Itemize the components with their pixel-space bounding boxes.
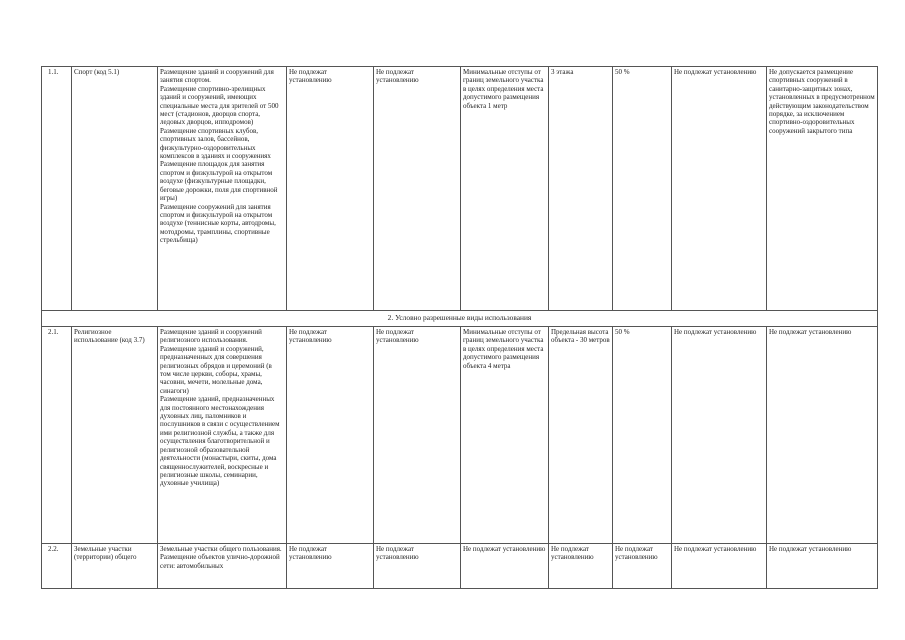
table-cell: Не подлежат установлению — [287, 67, 374, 311]
table-cell: Не подлежат установлению — [374, 67, 461, 311]
table-cell: Не допускается размещение спортивных сооружений в санитарно-защитных зонах, установленных в предусмотренном действующим законодательством порядке, за исключением спортивно-оздоровительных сооружений закрытого типа — [767, 67, 878, 311]
table-cell: Не подлежат установлению — [374, 327, 461, 544]
table-cell: Предельная высота объекта - 30 метров — [549, 327, 613, 544]
table-cell: Не подлежат установлению — [287, 327, 374, 544]
table-cell: Минимальные отступы от границ земельного участка в целях определения места допустимого размещения объекта 1 метр — [461, 67, 549, 311]
use-type-description: Размещение зданий и сооружений религиозного использования. Размещение зданий и сооружений, предназначенных для совершения религиозных обрядов и церемоний (в том числе церкви, соборы, храмы, часовни, мечети, молельные дома, синагоги) Размещение зданий, предназначенных для постоянного местонахождения духовных лиц, паломников и послушников в связи с осуществлением ими религиозной службы, а также для осуществления благотворительной и религиозной образовательной деятельности (монастыри, скиты, дома священнослужителей, воскресные и религиозные школы, семинарии, духовные училища) — [158, 327, 287, 544]
row-number: 2.2. — [42, 544, 72, 589]
use-type-name: Религиозное использование (код 3.7) — [72, 327, 158, 544]
section-heading-row — [42, 311, 878, 327]
table-cell: Не подлежат установлению — [767, 327, 878, 544]
table-cell: 50 % — [613, 327, 672, 544]
table-cell: Не подлежат установлению — [461, 544, 549, 589]
table-cell: Не подлежат установлению — [672, 327, 767, 544]
table-row — [42, 67, 878, 311]
table-cell: Не подлежат установлению — [767, 544, 878, 589]
table-cell: Минимальные отступы от границ земельного участка в целях определения места допустимого размещения объекта 4 метра — [461, 327, 549, 544]
use-type-description: Размещение зданий и сооружений для занятия спортом. Размещение спортивно-зрелищных зданий и сооружений, имеющих специальные места для зрителей от 500 мест (стадионов, дворцов спорта, ледовых дворцов, ипподромов) Размещение спортивных клубов, спортивных залов, бассейнов, физкультурно-оздоровительных комплексов в зданиях и сооружениях Размещение площадок для занятия спортом и физкультурой на открытом воздухе (физкультурные площадки, беговые дорожки, поля для спортивной игры) Размещение сооружений для занятия спортом и физкультурой на открытом воздухе (теннисные корты, автодромы, мотодромы, трамплины, спортивные стрельбища) — [158, 67, 287, 311]
table-cell: Не подлежат установлению — [287, 544, 374, 589]
table-row — [42, 544, 878, 589]
use-type-description: Земельные участки общего пользования. Размещение объектов улично-дорожной сети: автомобильных — [158, 544, 287, 589]
table-cell: Не подлежат установлению — [672, 67, 767, 311]
table-cell: Не подлежат установлению — [672, 544, 767, 589]
table-cell: 3 этажа — [549, 67, 613, 311]
zoning-regulations-table — [41, 66, 878, 589]
section-heading: 2. Условно разрешенные виды использования — [42, 311, 878, 327]
table-cell: Не подлежат установлению — [549, 544, 613, 589]
table-cell: Не подлежат установлению — [613, 544, 672, 589]
table-cell: 50 % — [613, 67, 672, 311]
table-row — [42, 327, 878, 544]
use-type-name: Земельные участки (территории) общего — [72, 544, 158, 589]
row-number: 1.1. — [42, 67, 72, 311]
use-type-name: Спорт (код 5.1) — [72, 67, 158, 311]
table-cell: Не подлежат установлению — [374, 544, 461, 589]
row-number: 2.1. — [42, 327, 72, 544]
